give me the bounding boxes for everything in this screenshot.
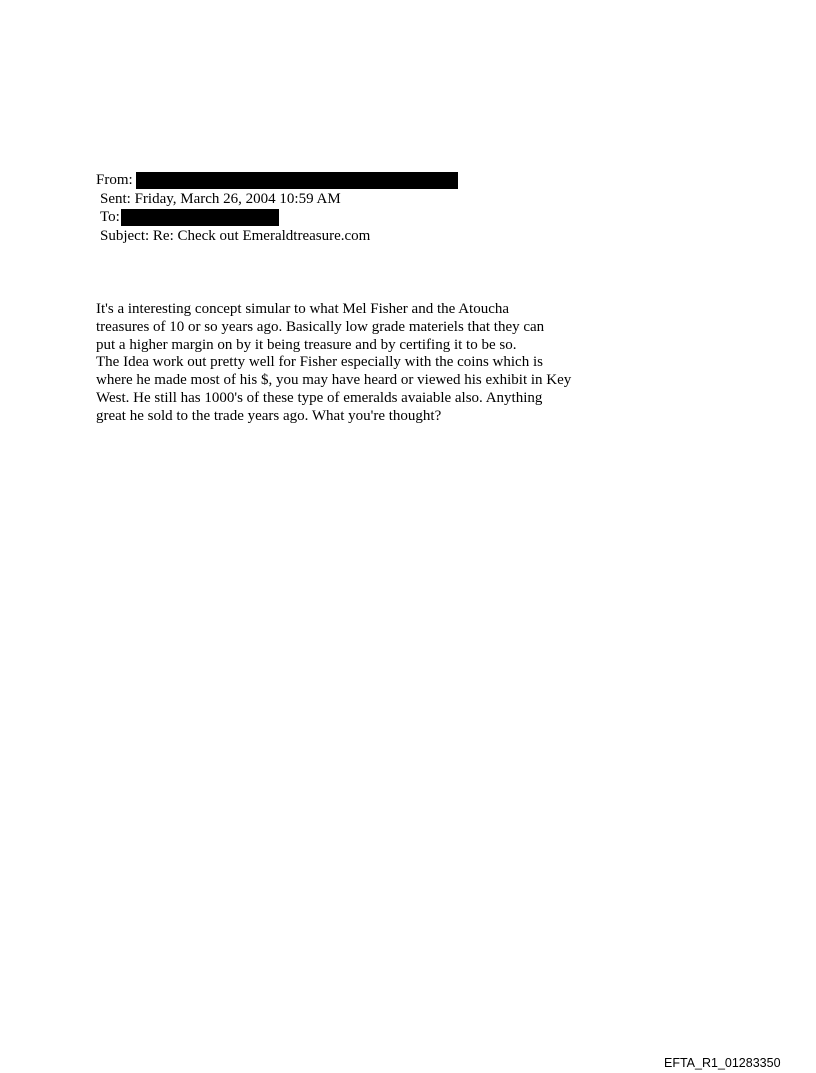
from-label: From: [96,172,133,188]
body-line: great he sold to the trade years ago. What you're thought? [96,407,442,424]
from-line [96,171,458,190]
to-line [96,208,458,227]
email-header [96,171,458,245]
document-id-footer: EFTA_R1_01283350 [664,1056,781,1070]
to-label: To: [100,209,120,226]
sent-line [96,190,458,209]
body-line: The Idea work out pretty well for Fisher especially with the coins which is [96,354,543,371]
email-body [96,301,656,426]
body-line: West. He still has 1000's of these type of emeralds avaiable also. Anything [96,389,543,406]
subject-line [96,227,458,246]
subject-text: Subject: Re: Check out Emeraldtreasure.com [100,227,371,244]
from-redaction [136,172,458,189]
body-line: It's a interesting concept simular to what Mel Fisher and the Atoucha [96,301,510,317]
body-line: treasures of 10 or so years ago. Basically low grade materiels that they can [96,318,545,335]
body-line: put a higher margin on by it being treasure and by certifing it to be so. [96,336,517,353]
body-line: where he made most of his $, you may have heard or viewed his exhibit in Key [96,372,572,389]
sent-text: Sent: Friday, March 26, 2004 10:59 AM [100,190,341,207]
to-redaction [121,209,279,226]
